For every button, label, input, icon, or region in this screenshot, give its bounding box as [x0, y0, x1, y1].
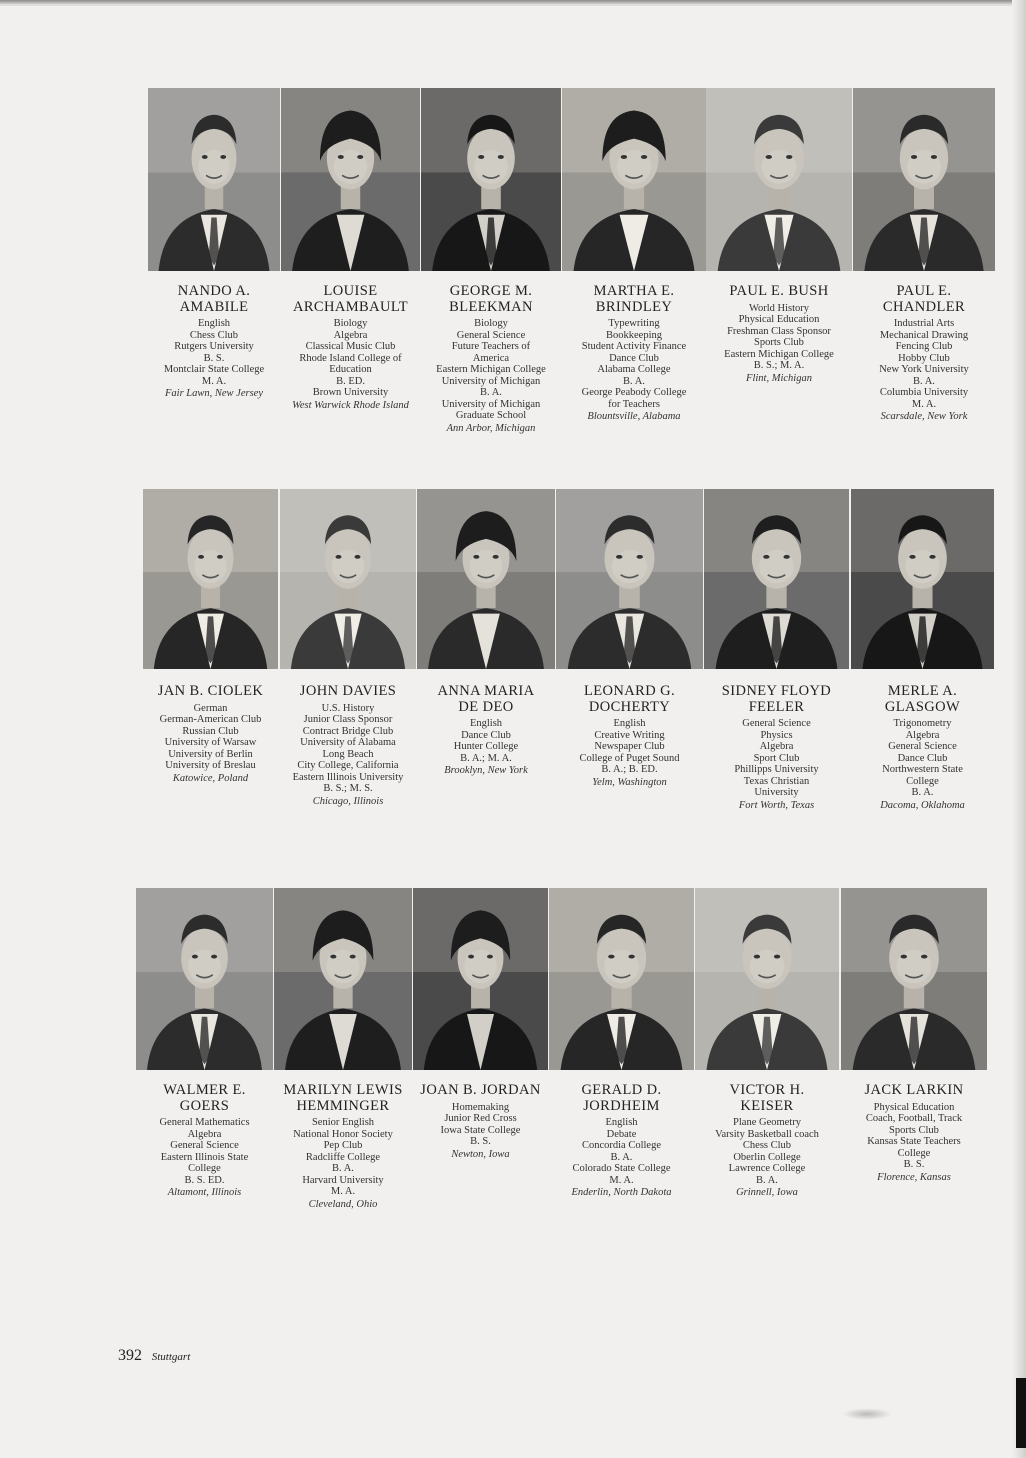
faculty-name-line: DE DEO — [458, 698, 514, 715]
faculty-detail: B. A.; M. A. — [460, 752, 512, 764]
faculty-detail: Physics — [760, 729, 793, 741]
faculty-detail: B. S.; M. A. — [753, 360, 805, 371]
faculty-hometown: Fort Worth, Texas — [738, 799, 815, 811]
faculty-detail: B. S. — [470, 1136, 491, 1147]
faculty-caption — [556, 284, 712, 423]
faculty-detail: General Science — [170, 1140, 239, 1151]
faculty-photo — [413, 888, 548, 1070]
faculty-detail: Harvard University — [302, 1174, 384, 1186]
faculty-name-line: PAUL E. BUSH — [729, 283, 829, 299]
faculty-detail: Trigonometry — [893, 718, 952, 729]
faculty-name-line: GERALD D. — [581, 1082, 662, 1098]
faculty-caption — [411, 684, 561, 777]
faculty-name-line: MARILYN LEWIS — [283, 1082, 403, 1098]
faculty-hometown: Newton, Iowa — [451, 1148, 510, 1160]
page-edge-mark — [1016, 1378, 1026, 1448]
faculty-detail: Industrial Arts — [893, 318, 955, 329]
faculty-detail: Eastern Illinois State — [160, 1151, 249, 1163]
faculty-detail: University of Berlin — [168, 748, 253, 760]
faculty-detail: Eastern Michigan College — [724, 348, 834, 360]
faculty-detail: Typewriting — [608, 318, 660, 329]
faculty-detail: English — [613, 718, 646, 729]
faculty-detail: College — [906, 775, 939, 787]
faculty-name-line: ARCHAMBAULT — [292, 298, 409, 315]
faculty-detail: New York University — [879, 364, 969, 375]
faculty-name — [407, 1083, 554, 1099]
faculty-detail: University of Warsaw — [164, 737, 257, 748]
faculty-detail: College of Puget Sound — [579, 752, 680, 764]
faculty-detail: Senior English — [311, 1117, 375, 1128]
faculty-detail: College — [897, 1147, 931, 1159]
faculty-detail: Texas Christian — [743, 775, 810, 787]
faculty-detail: Chess Club — [189, 329, 239, 341]
faculty-photo — [853, 88, 995, 271]
faculty-detail: Eastern Illinois University — [292, 771, 404, 783]
page-right-edge — [1012, 0, 1026, 1458]
faculty-name — [137, 684, 284, 700]
faculty-detail: Future Teachers of — [451, 341, 531, 352]
faculty-detail: College — [188, 1163, 221, 1174]
faculty-detail: Oberlin College — [733, 1151, 801, 1163]
faculty-detail: Student Activity Finance — [581, 341, 687, 352]
faculty-detail: America — [472, 352, 510, 364]
faculty-caption — [415, 284, 567, 434]
page-number: 392 — [118, 1347, 142, 1364]
faculty-hometown: Cleveland, Ohio — [308, 1198, 378, 1210]
faculty-hometown: Dacoma, Oklahoma — [880, 799, 965, 811]
faculty-name-line: GOERS — [179, 1097, 230, 1114]
faculty-detail: Biology — [333, 318, 368, 329]
faculty-photo — [421, 88, 561, 271]
faculty-detail: Phillipps University — [734, 764, 819, 775]
faculty-hometown: Chicago, Illinois — [312, 795, 384, 807]
faculty-caption — [700, 284, 858, 384]
faculty-detail: Freshman Class Sponsor — [727, 325, 831, 337]
faculty-name-line: MERLE A. — [887, 683, 958, 699]
faculty-caption — [689, 1083, 845, 1199]
faculty-photo — [841, 888, 987, 1070]
faculty-hometown: Altamont, Illinois — [167, 1187, 242, 1198]
faculty-name-line: JAN B. CIOLEK — [157, 683, 264, 699]
faculty-caption — [698, 684, 855, 811]
faculty-detail: Dance Club — [897, 752, 948, 764]
faculty-name-line: LOUISE — [323, 283, 378, 299]
faculty-detail: Hunter College — [453, 741, 519, 752]
faculty-caption — [847, 284, 1001, 423]
faculty-name-line: ANNA MARIA — [437, 683, 535, 699]
faculty-hometown: West Warwick Rhode Island — [292, 399, 409, 411]
faculty-detail: University — [754, 787, 799, 798]
faculty-detail: Creative Writing — [594, 729, 665, 741]
faculty-name-line: VICTOR H. — [729, 1082, 805, 1098]
faculty-photo — [706, 88, 852, 271]
faculty-detail: B. S. ED. — [184, 1174, 225, 1186]
faculty-photo — [280, 489, 416, 669]
faculty-caption — [275, 284, 426, 411]
faculty-detail: for Teachers — [608, 398, 660, 410]
faculty-detail: Mechanical Drawing — [879, 329, 969, 341]
faculty-detail: Coach, Football, Track — [865, 1113, 963, 1124]
faculty-hometown: Ann Arbor, Michigan — [446, 422, 536, 434]
faculty-name-line: HEMMINGER — [296, 1097, 390, 1114]
faculty-detail: German-American Club — [159, 714, 262, 725]
faculty-name — [698, 684, 855, 715]
faculty-detail: Fencing Club — [895, 341, 953, 352]
faculty-hometown: Blountsville, Alabama — [587, 411, 681, 422]
faculty-photo — [143, 489, 278, 669]
faculty-photo — [704, 489, 849, 669]
faculty-detail: Radcliffe College — [305, 1151, 381, 1163]
faculty-detail: B. A. — [610, 1151, 633, 1163]
faculty-detail: Algebra — [905, 729, 940, 741]
faculty-detail: Homemaking — [451, 1101, 510, 1113]
faculty-detail: Columbia University — [879, 387, 969, 398]
faculty-detail: World History — [748, 302, 810, 314]
faculty-name — [845, 684, 1000, 715]
faculty-caption — [130, 1083, 279, 1199]
faculty-detail: B. ED. — [336, 375, 365, 387]
faculty-photo — [417, 489, 555, 669]
faculty-photo — [695, 888, 839, 1070]
faculty-name-line: JACK LARKIN — [864, 1082, 964, 1098]
faculty-detail: B. A. — [913, 375, 935, 387]
faculty-caption — [274, 684, 422, 807]
faculty-name-line: BRINDLEY — [595, 298, 673, 315]
faculty-detail: General Science — [742, 718, 811, 729]
faculty-name-line: AMABILE — [179, 298, 249, 315]
faculty-name — [142, 284, 286, 315]
faculty-detail: University of Breslau — [165, 760, 256, 771]
faculty-detail: City College, California — [297, 760, 399, 771]
faculty-detail: Chess Club — [742, 1140, 792, 1151]
faculty-caption — [550, 684, 709, 788]
faculty-name — [411, 684, 561, 715]
faculty-hometown: Flint, Michigan — [746, 372, 812, 384]
faculty-detail: Physical Education — [738, 314, 820, 325]
faculty-name-line: LEONARD G. — [584, 683, 675, 699]
faculty-detail: Iowa State College — [440, 1124, 521, 1136]
faculty-detail: General Science — [456, 329, 526, 341]
faculty-detail: Classical Music Club — [305, 341, 396, 352]
faculty-detail: Rhode Island College of — [299, 352, 402, 364]
faculty-detail: Algebra — [759, 741, 794, 752]
faculty-detail: University of Alabama — [300, 737, 396, 748]
faculty-detail: Sports Club — [754, 337, 804, 348]
faculty-detail: Colorado State College — [572, 1163, 671, 1174]
page-footer — [118, 1347, 190, 1365]
faculty-name — [556, 284, 712, 315]
faculty-caption — [268, 1083, 418, 1210]
faculty-detail: Newspaper Club — [594, 741, 665, 752]
faculty-detail: English — [197, 318, 231, 329]
faculty-hometown: Brooklyn, New York — [444, 765, 528, 776]
faculty-photo — [281, 88, 420, 271]
faculty-detail: B. A. — [911, 787, 934, 798]
publication-name: Stuttgart — [151, 1351, 191, 1363]
faculty-name — [543, 1083, 700, 1114]
faculty-caption — [137, 684, 284, 784]
faculty-detail: Lawrence College — [728, 1163, 806, 1174]
faculty-detail: Graduate School — [455, 410, 527, 421]
faculty-hometown: Fair Lawn, New Jersey — [165, 388, 263, 399]
faculty-detail: M. A. — [201, 375, 227, 387]
faculty-hometown: Florence, Kansas — [877, 1171, 951, 1183]
faculty-caption — [543, 1083, 700, 1199]
faculty-detail: U.S. History — [321, 702, 375, 714]
faculty-name-line: FEELER — [748, 698, 805, 715]
faculty-caption — [407, 1083, 554, 1160]
faculty-caption — [835, 1083, 993, 1183]
faculty-photo — [274, 888, 412, 1070]
faculty-detail: Junior Class Sponsor — [303, 714, 393, 725]
faculty-detail: Education — [329, 364, 372, 375]
faculty-detail: Northwestern State — [882, 764, 963, 775]
faculty-detail: Concordia College — [581, 1140, 662, 1151]
faculty-detail: Pep Club — [323, 1140, 363, 1151]
faculty-detail: Dance Club — [609, 352, 659, 364]
faculty-hometown: Enderlin, North Dakota — [571, 1187, 672, 1198]
faculty-detail: University of Michigan — [441, 375, 541, 387]
faculty-detail: George Peabody College — [581, 387, 687, 398]
faculty-photo — [136, 888, 273, 1070]
faculty-detail: B. S.; M. S. — [323, 783, 373, 794]
faculty-name-line: JOAN B. JORDAN — [420, 1082, 541, 1098]
faculty-name — [689, 1083, 845, 1114]
faculty-detail: Hobby Club — [898, 352, 950, 364]
faculty-detail: Long Beach — [322, 748, 374, 760]
print-smudge — [842, 1408, 892, 1420]
faculty-detail: Montclair State College — [163, 364, 265, 375]
faculty-detail: Kansas State Teachers — [867, 1136, 961, 1147]
faculty-hometown: Katowice, Poland — [172, 772, 249, 784]
faculty-name — [835, 1083, 993, 1099]
faculty-photo — [851, 489, 994, 669]
faculty-detail: Russian Club — [182, 725, 239, 737]
faculty-detail: Rutgers University — [174, 341, 254, 352]
faculty-detail: B. A. — [480, 387, 502, 398]
faculty-name-line: SIDNEY FLOYD — [721, 683, 832, 699]
faculty-hometown: Scarsdale, New York — [880, 411, 968, 422]
faculty-detail: B. A. — [623, 375, 645, 387]
faculty-name — [130, 1083, 279, 1114]
faculty-detail: Plane Geometry — [733, 1117, 801, 1128]
faculty-detail: Dance Club — [461, 729, 511, 741]
faculty-detail: Eastern Michigan College — [436, 364, 546, 375]
page-top-border-shadow — [0, 4, 1026, 6]
faculty-name-line: GEORGE M. — [449, 283, 533, 299]
faculty-name-line: NANDO A. — [177, 283, 251, 299]
faculty-detail: Algebra — [187, 1128, 222, 1140]
faculty-name — [274, 684, 422, 700]
faculty-name-line: CHANDLER — [882, 298, 966, 315]
faculty-name-line: GLASGOW — [884, 698, 961, 715]
faculty-detail: English — [605, 1117, 638, 1128]
faculty-detail: Contract Bridge Club — [302, 725, 394, 737]
faculty-name-line: MARTHA E. — [593, 283, 675, 299]
faculty-detail: B. S. — [903, 1159, 925, 1170]
faculty-caption — [142, 284, 286, 400]
faculty-detail: B. A.; B. ED. — [601, 764, 658, 775]
faculty-detail: Physical Education — [873, 1101, 955, 1113]
faculty-name-line: JOHN DAVIES — [299, 683, 397, 699]
faculty-hometown: Grinnell, Iowa — [736, 1187, 798, 1198]
faculty-name — [275, 284, 426, 315]
faculty-photo — [549, 888, 694, 1070]
faculty-detail: Varsity Basketball coach — [715, 1128, 819, 1140]
faculty-detail: Sports Club — [889, 1124, 939, 1136]
faculty-name — [847, 284, 1001, 315]
faculty-detail: Debate — [606, 1128, 637, 1140]
faculty-hometown: Yelm, Washington — [592, 776, 667, 788]
faculty-detail: M. A. — [330, 1186, 356, 1197]
faculty-name-line: WALMER E. — [163, 1082, 246, 1098]
faculty-caption — [845, 684, 1000, 811]
faculty-detail: M. A. — [911, 398, 937, 410]
faculty-name-line: PAUL E. — [896, 283, 952, 299]
faculty-photo — [148, 88, 280, 271]
faculty-detail: Biology — [474, 318, 508, 329]
faculty-detail: English — [469, 718, 503, 729]
faculty-name — [268, 1083, 418, 1114]
faculty-detail: General Science — [888, 741, 957, 752]
faculty-detail: B. A. — [756, 1174, 778, 1186]
faculty-name-line: JORDHEIM — [583, 1097, 660, 1114]
faculty-detail: M. A. — [609, 1174, 634, 1186]
faculty-detail: Bookkeeping — [606, 329, 662, 341]
faculty-name-line: BLEEKMAN — [449, 298, 533, 315]
faculty-detail: National Honor Society — [293, 1128, 393, 1140]
faculty-detail: General Mathematics — [159, 1117, 250, 1128]
faculty-detail: Brown University — [312, 387, 389, 398]
faculty-name-line: DOCHERTY — [588, 698, 671, 715]
faculty-photo — [562, 88, 706, 271]
faculty-detail: B. S. — [203, 352, 225, 364]
faculty-name — [700, 284, 858, 300]
faculty-detail: Alabama College — [597, 364, 671, 375]
faculty-detail: University of Michigan — [441, 398, 541, 410]
faculty-detail: Junior Red Cross — [444, 1113, 517, 1124]
faculty-detail: B. A. — [332, 1163, 354, 1174]
faculty-detail: Sport Club — [753, 752, 800, 764]
faculty-photo — [556, 489, 703, 669]
faculty-name — [415, 284, 567, 315]
faculty-detail: German — [193, 702, 228, 714]
faculty-detail: Algebra — [333, 329, 368, 341]
faculty-name — [550, 684, 709, 715]
faculty-name-line: KEISER — [740, 1097, 794, 1114]
